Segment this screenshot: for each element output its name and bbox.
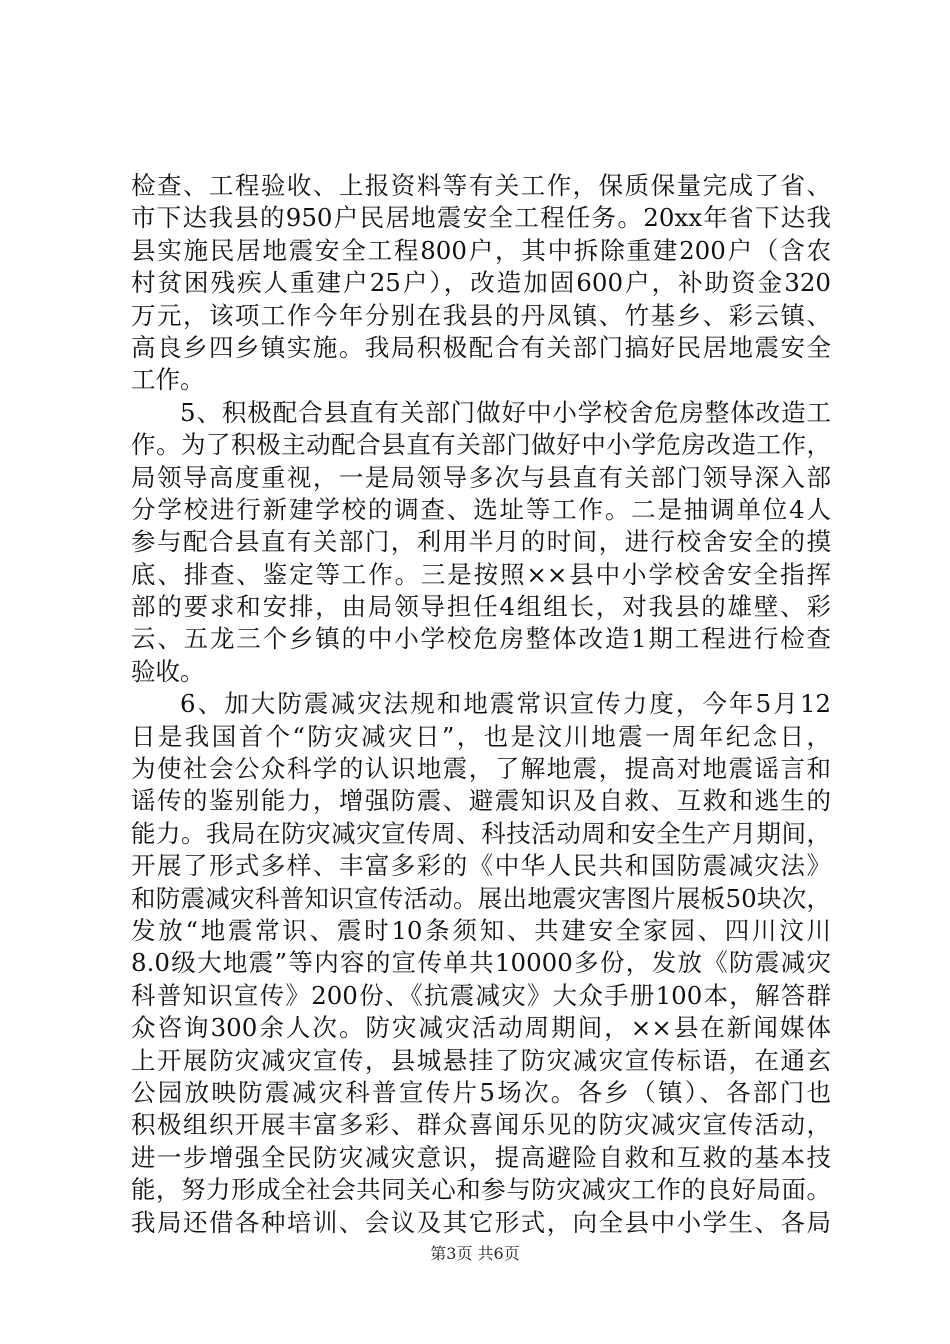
text-line: 开展了形式多样、丰富多彩的《中华人民共和国防震减灾法》 bbox=[131, 851, 831, 881]
text-line: 部的要求和安排，由局领导担任4组组长，对我县的雄壁、彩 bbox=[131, 592, 831, 622]
text-line: 工作。 bbox=[131, 365, 205, 395]
text-line: 8.0级大地震”等内容的宣传单共10000多份，发放《防震减灾 bbox=[131, 948, 831, 978]
text-line: 验收。 bbox=[131, 656, 205, 686]
text-line: 云、五龙三个乡镇的中小学校危房整体改造1期工程进行检查 bbox=[131, 624, 831, 654]
text-line: 作。为了积极主动配合县直有关部门做好中小学危房改造工作， bbox=[131, 430, 831, 460]
page-footer: 第3页 共6页 bbox=[430, 1244, 520, 1263]
text-line: 市下达我县的950户民居地震安全工程任务。20xx年省下达我 bbox=[131, 203, 831, 233]
text-line: 检查、工程验收、上报资料等有关工作，保质保量完成了省、 bbox=[131, 171, 831, 200]
text-line: 进一步增强全民防灾减灾意识，提高避险自救和互救的基本技 bbox=[131, 1142, 831, 1172]
text-line: 局领导高度重视，一是局领导多次与县直有关部门领导深入部 bbox=[131, 462, 831, 492]
body-text bbox=[131, 170, 831, 1239]
text-line: 众咨询300余人次。防灾减灾活动周期间，××县在新闻媒体 bbox=[131, 1013, 831, 1043]
text-line: 底、排查、鉴定等工作。三是按照××县中小学校舍安全指挥 bbox=[131, 559, 831, 589]
text-line: 和防震减灾科普知识宣传活动。展出地震灾害图片展板50块次， bbox=[131, 883, 831, 913]
text-line: 村贫困残疾人重建户25户），改造加固600户，补助资金320 bbox=[131, 268, 831, 298]
text-line: 发放“地震常识、震时10条须知、共建安全家园、四川汶川 bbox=[131, 915, 831, 945]
text-line: 上开展防灾减灾宣传，县城悬挂了防灾减灾宣传标语，在通玄 bbox=[131, 1045, 831, 1075]
text-line: 高良乡四乡镇实施。我局积极配合有关部门搞好民居地震安全 bbox=[131, 332, 831, 362]
text-line: 日是我国首个“防灾减灾日”，也是汶川地震一周年纪念日， bbox=[131, 721, 831, 751]
text-line: 6、加大防震减灾法规和地震常识宣传力度，今年5月12 bbox=[180, 689, 831, 719]
text-line: 我局还借各种培训、会议及其它形式，向全县中小学生、各局 bbox=[131, 1207, 831, 1237]
text-line: 分学校进行新建学校的调查、选址等工作。二是抽调单位4人 bbox=[131, 494, 831, 524]
text-line: 为使社会公众科学的认识地震，了解地震，提高对地震谣言和 bbox=[131, 754, 831, 784]
text-line: 能力。我局在防灾减灾宣传周、科技活动周和安全生产月期间， bbox=[131, 818, 831, 848]
text-line: 积极组织开展丰富多彩、群众喜闻乐见的防灾减灾宣传活动， bbox=[131, 1110, 831, 1140]
text-line: 公园放映防震减灾科普宣传片5场次。各乡（镇）、各部门也 bbox=[131, 1077, 831, 1107]
text-line: 县实施民居地震安全工程800户，其中拆除重建200户（含农 bbox=[131, 235, 831, 265]
text-line: 参与配合县直有关部门，利用半月的时间，进行校舍安全的摸 bbox=[131, 527, 831, 557]
text-line: 5、积极配合县直有关部门做好中小学校舍危房整体改造工 bbox=[180, 397, 831, 427]
text-line: 科普知识宣传》200份、《抗震减灾》大众手册100本，解答群 bbox=[131, 980, 831, 1010]
text-line: 万元，该项工作今年分别在我县的丹凤镇、竹基乡、彩云镇、 bbox=[131, 300, 831, 330]
text-line: 能，努力形成全社会共同关心和参与防灾减灾工作的良好局面。 bbox=[131, 1175, 831, 1205]
text-line: 谣传的鉴别能力，增强防震、避震知识及自救、互救和逃生的 bbox=[131, 786, 831, 816]
